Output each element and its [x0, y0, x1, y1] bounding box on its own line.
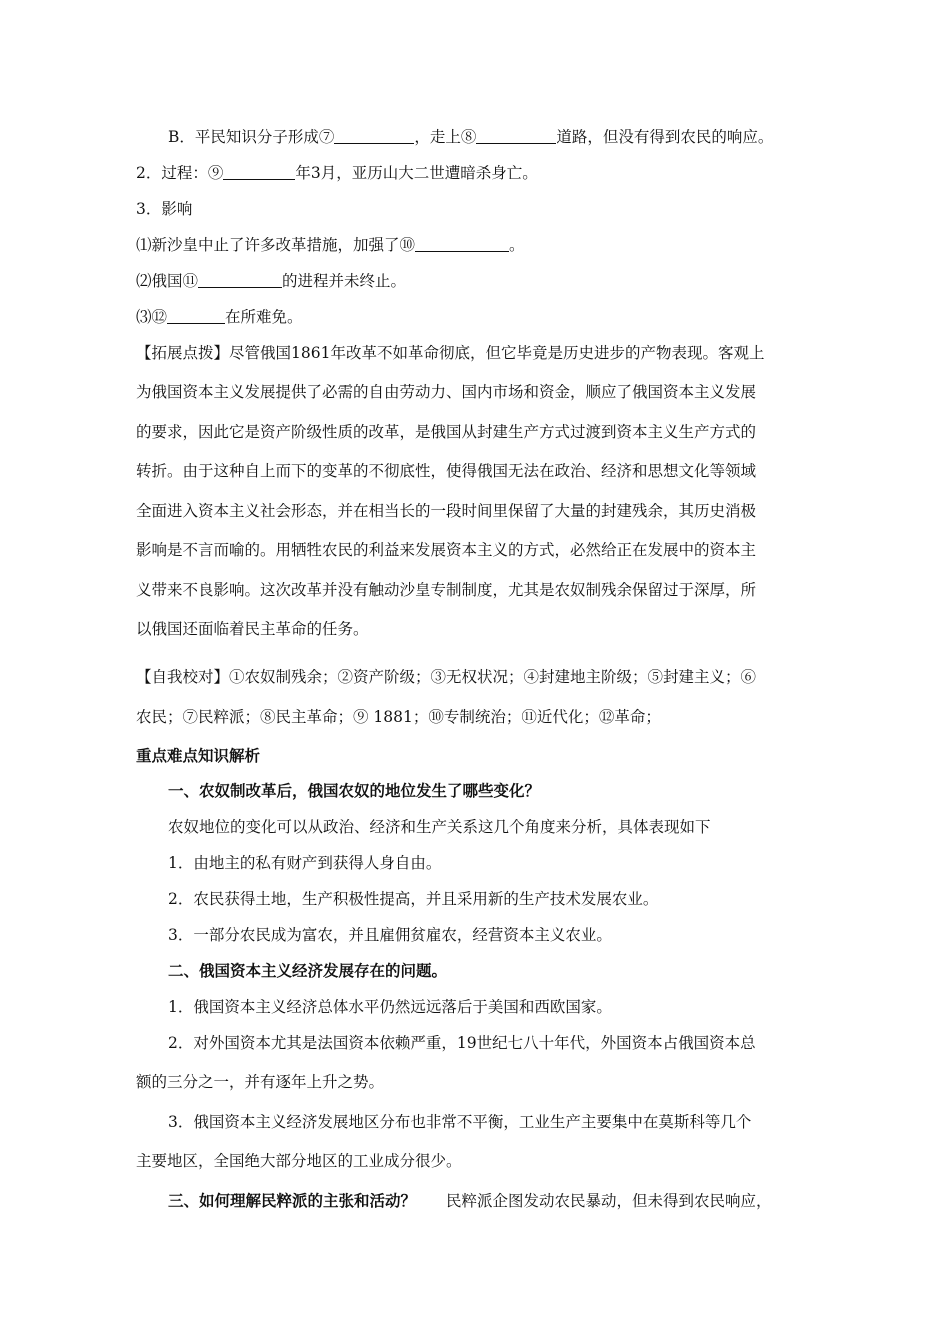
q1-title: 一、农奴制改革后，俄国农奴的地位发生了哪些变化？: [168, 782, 541, 800]
self-check-line: 农民；⑦民粹派；⑧民主革命；⑨ 1881；⑩专制统治；⑪近代化；⑫革命；: [136, 708, 661, 726]
influence-2-suffix: 的进程并未终止。: [282, 272, 407, 290]
blank-10: [415, 235, 509, 252]
influence-3: [136, 306, 816, 328]
influence-2: [136, 270, 816, 292]
q3-line: [168, 1190, 848, 1212]
expansion-line: 的要求，因此它是资产阶级性质的改革，是俄国从封建生产方式过渡到资本主义生产方式的: [136, 423, 757, 441]
q2-title: 二、俄国资本主义经济发展存在的问题。: [168, 962, 448, 980]
blank-11: [198, 271, 282, 288]
expansion-line: 以俄国还面临着民主革命的任务。: [136, 620, 369, 638]
blank-12: [167, 307, 225, 324]
process-suffix: 年3月，亚历山大二世遭暗杀身亡。: [295, 164, 538, 182]
self-check-line: 【自我校对】①农奴制残余；②资产阶级；③无权状况；④封建地主阶级；⑤封建主义；⑥: [136, 668, 757, 686]
influence-title: 3．影响: [136, 200, 193, 218]
q3-title: 三、如何理解民粹派的主张和活动？: [168, 1192, 417, 1210]
item-b-prefix: B．平民知识分子形成⑦: [168, 128, 335, 146]
expansion-line: 转折。由于这种自上而下的变革的不彻底性，使得俄国无法在政治、经济和思想文化等领域: [136, 462, 757, 480]
influence-3-prefix: ⑶⑫: [136, 308, 168, 326]
q1-item: 2．农民获得土地，生产积极性提高，并且采用新的生产技术发展农业。: [168, 890, 659, 908]
influence-1: [136, 234, 816, 256]
expansion-line: 为俄国资本主义发展提供了必需的自由劳动力、国内市场和资金，顺应了俄国资本主义发展: [136, 383, 757, 401]
expansion-line: 影响是不言而喻的。用牺牲农民的利益来发展资本主义的方式，必然给正在发展中的资本主: [136, 541, 757, 559]
process-prefix: 2．过程：⑨: [136, 164, 224, 182]
item-b-mid: ，走上⑧: [414, 128, 477, 146]
influence-2-prefix: ⑵俄国⑪: [136, 272, 199, 290]
q1-intro: 农奴地位的变化可以从政治、经济和生产关系这几个角度来分析，具体表现如下: [168, 818, 711, 836]
expansion-line: 【拓展点拨】尽管俄国1861年改革不如革命彻底，但它毕竟是历史进步的产物表现。客观上: [136, 344, 765, 362]
q2-item-3: 3．俄国资本主义经济发展地区分布也非常不平衡，工业生产主要集中在莫斯科等几个: [168, 1113, 752, 1131]
influence-1-prefix: ⑴新沙皇中止了许多改革措施，加强了⑩: [136, 236, 416, 254]
q3-text: 民粹派企图发动农民暴动，但未得到农民响应，: [446, 1192, 772, 1210]
process-line: [136, 162, 816, 184]
analysis-heading: 重点难点知识解析: [136, 747, 261, 765]
blank-8: [476, 127, 556, 144]
influence-1-suffix: 。: [509, 236, 525, 254]
q1-item: 1．由地主的私有财产到获得人身自由。: [168, 854, 442, 872]
q2-item-2-cont: 额的三分之一，并有逐年上升之势。: [136, 1073, 385, 1091]
q2-item-1: 1．俄国资本主义经济总体水平仍然远远落后于美国和西欧国家。: [168, 998, 612, 1016]
q1-item: 3．一部分农民成为富农，并且雇佣贫雇农，经营资本主义农业。: [168, 926, 612, 944]
blank-7: [334, 127, 414, 144]
item-b: [168, 126, 848, 148]
q2-item-2: 2．对外国资本尤其是法国资本依赖严重，19世纪七八十年代，外国资本占俄国资本总: [168, 1034, 756, 1052]
blank-9: [223, 163, 295, 180]
influence-3-suffix: 在所难免。: [225, 308, 303, 326]
item-b-suffix: 道路，但没有得到农民的响应。: [556, 128, 774, 146]
q2-item-3-cont: 主要地区，全国绝大部分地区的工业成分很少。: [136, 1152, 462, 1170]
expansion-line: 全面进入资本主义社会形态，并在相当长的一段时间里保留了大量的封建残余，其历史消极: [136, 502, 757, 520]
expansion-line: 义带来不良影响。这次改革并没有触动沙皇专制制度，尤其是农奴制残余保留过于深厚，所: [136, 581, 757, 599]
